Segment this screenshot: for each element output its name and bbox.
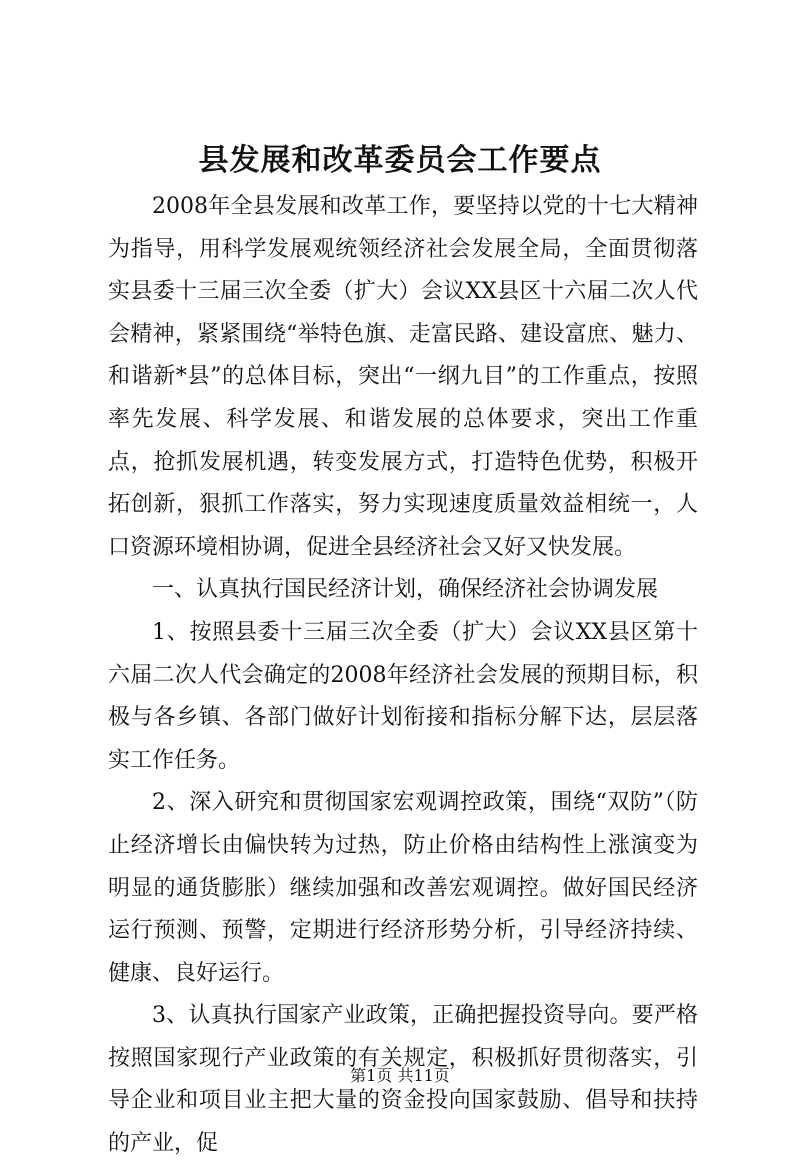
paragraph-item-2: 2、深入研究和贯彻国家宏观调控政策，围绕“双防”（防止经济增长由偏快转为过热，防止价格由结构性上涨演变为明显的通货膨胀）继续加强和改善宏观调控。做好国民经济运行预测、预警，定期进行经济形势分析，引导经济持续、健康、良好运行。 (108, 790, 698, 986)
paragraph-item-3: 3、认真执行国家产业政策，正确把握投资导向。要严格按照国家现行产业政策的有关规定，积极抓好贯彻落实，引导企业和项目业主把大量的资金投向国家鼓励、倡导和扶持的产业，促 (108, 1003, 698, 1157)
document-title: 县发展和改革委员会工作要点 (198, 143, 602, 178)
section-heading-1: 一、认真执行国民经济计划，确保经济社会协调发展 (152, 577, 659, 603)
paragraph-item-1: 1、按照县委十三届三次全委（扩大）会议XX县区第十六届二次人代会确定的2008年经济社会发展的预期目标，积极与各乡镇、各部门做好计划衔接和指标分解下达，层层落实工作任务。 (108, 619, 698, 773)
document-body (108, 186, 698, 1166)
page-footer: 第1页 共11页 (350, 1066, 450, 1085)
paragraph-intro: 2008年全县发展和改革工作，要坚持以党的十七大精神为指导，用科学发展观统领经济社会发展全局，全面贯彻落实县委十三届三次全委（扩大）会议XX县区十六届二次人代会精神，紧紧围绕“举特色旗、走富民路、建设富庶、魅力、和谐新*县”的总体目标，突出“一纲九目”的工作重点，按照率先发展、科学发展、和谐发展的总体要求，突出工作重点，抢抓发展机遇，转变发展方式，打造特色优势，积极开拓创新，狠抓工作落实，努力实现速度质量效益相统一，人口资源环境相协调，促进全县经济社会又好又快发展。 (108, 194, 698, 560)
